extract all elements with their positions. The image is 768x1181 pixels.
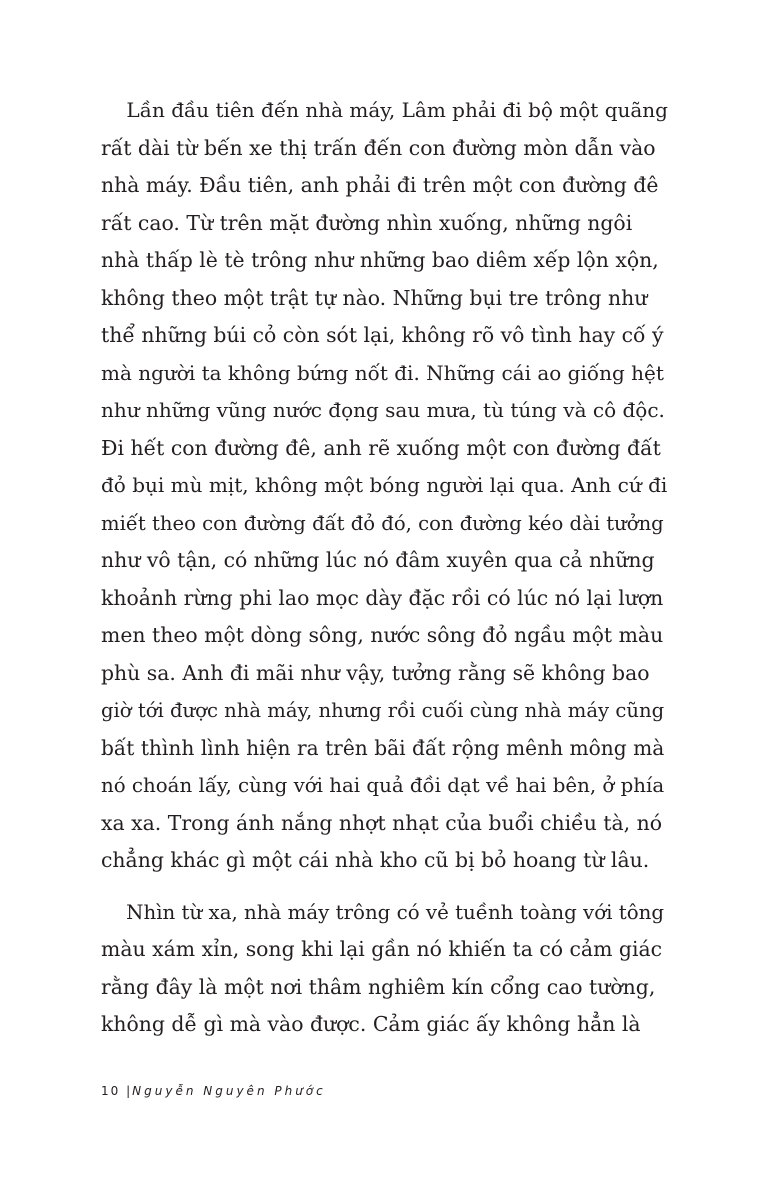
footer-separator: | [126,1084,133,1098]
text-line: Lần đầu tiên đến nhà máy, Lâm phải đi bộ một quãng [101,98,668,122]
text-line: không theo một trật tự nào. Những bụi tre trông như [101,285,648,310]
text-line: giờ tới được nhà máy, nhưng rồi cuối cùng nhà máy cũng [101,699,665,722]
text-line: nó choán lấy, cùng với hai quả đồi dạt về hai bên, ở phía [101,774,665,797]
page-number: 10 [101,1084,121,1098]
text-line: đỏ bụi mù mịt, không một bóng người lại qua. Anh cứ đi [101,473,668,497]
author-name: Nguyễn Nguyên Phước [132,1084,326,1098]
paragraph-2 [101,894,668,1044]
paragraph-1 [101,92,668,880]
text-line: rằng đây là một nơi thâm nghiêm kín cổng cao tường, [101,974,656,999]
page-footer [101,1084,326,1098]
text-line: màu xám xỉn, song khi lại gần nó khiến ta có cảm giác [101,937,663,961]
text-line: mà người ta không bứng nốt đi. Những cái ao giống hệt [101,360,664,385]
text-line: xa xa. Trong ánh nắng nhợt nhạt của buổi chiều tà, nó [101,810,663,835]
text-line: miết theo con đường đất đỏ đó, con đường kéo dài tưởng [101,511,664,535]
text-line: Nhìn từ xa, nhà máy trông có vẻ tuềnh toàng với tông [101,900,665,924]
text-line: chẳng khác gì một cái nhà kho cũ bị bỏ hoang từ lâu. [101,848,650,872]
text-line: nhà thấp lè tè trông như những bao diêm xếp lộn xộn, [101,248,659,272]
text-line: bất thình lình hiện ra trên bãi đất rộng mênh mông mà [101,735,665,760]
text-line: khoảnh rừng phi lao mọc dày đặc rồi có lúc nó lại lượn [101,585,664,610]
text-line: như những vũng nước đọng sau mưa, tù túng và cô độc. [101,398,665,422]
text-line: nhà máy. Đầu tiên, anh phải đi trên một con đường đê [101,173,659,197]
text-line: không dễ gì mà vào được. Cảm giác ấy không hẳn là [101,1012,641,1036]
text-line: men theo một dòng sông, nước sông đỏ ngầu một màu [101,623,664,647]
text-line: rất cao. Từ trên mặt đường nhìn xuống, những ngôi [101,210,633,235]
page-body [101,92,668,1044]
text-line: như vô tận, có những lúc nó đâm xuyên qua cả những [101,548,655,572]
text-line: rất dài từ bến xe thị trấn đến con đường mòn dẫn vào [101,135,656,160]
text-line: phù sa. Anh đi mãi như vậy, tưởng rằng sẽ không bao [101,660,650,685]
text-line: Đi hết con đường đê, anh rẽ xuống một con đường đất [101,435,661,460]
text-line: thể những búi cỏ còn sót lại, không rõ vô tình hay cố ý [101,323,664,347]
